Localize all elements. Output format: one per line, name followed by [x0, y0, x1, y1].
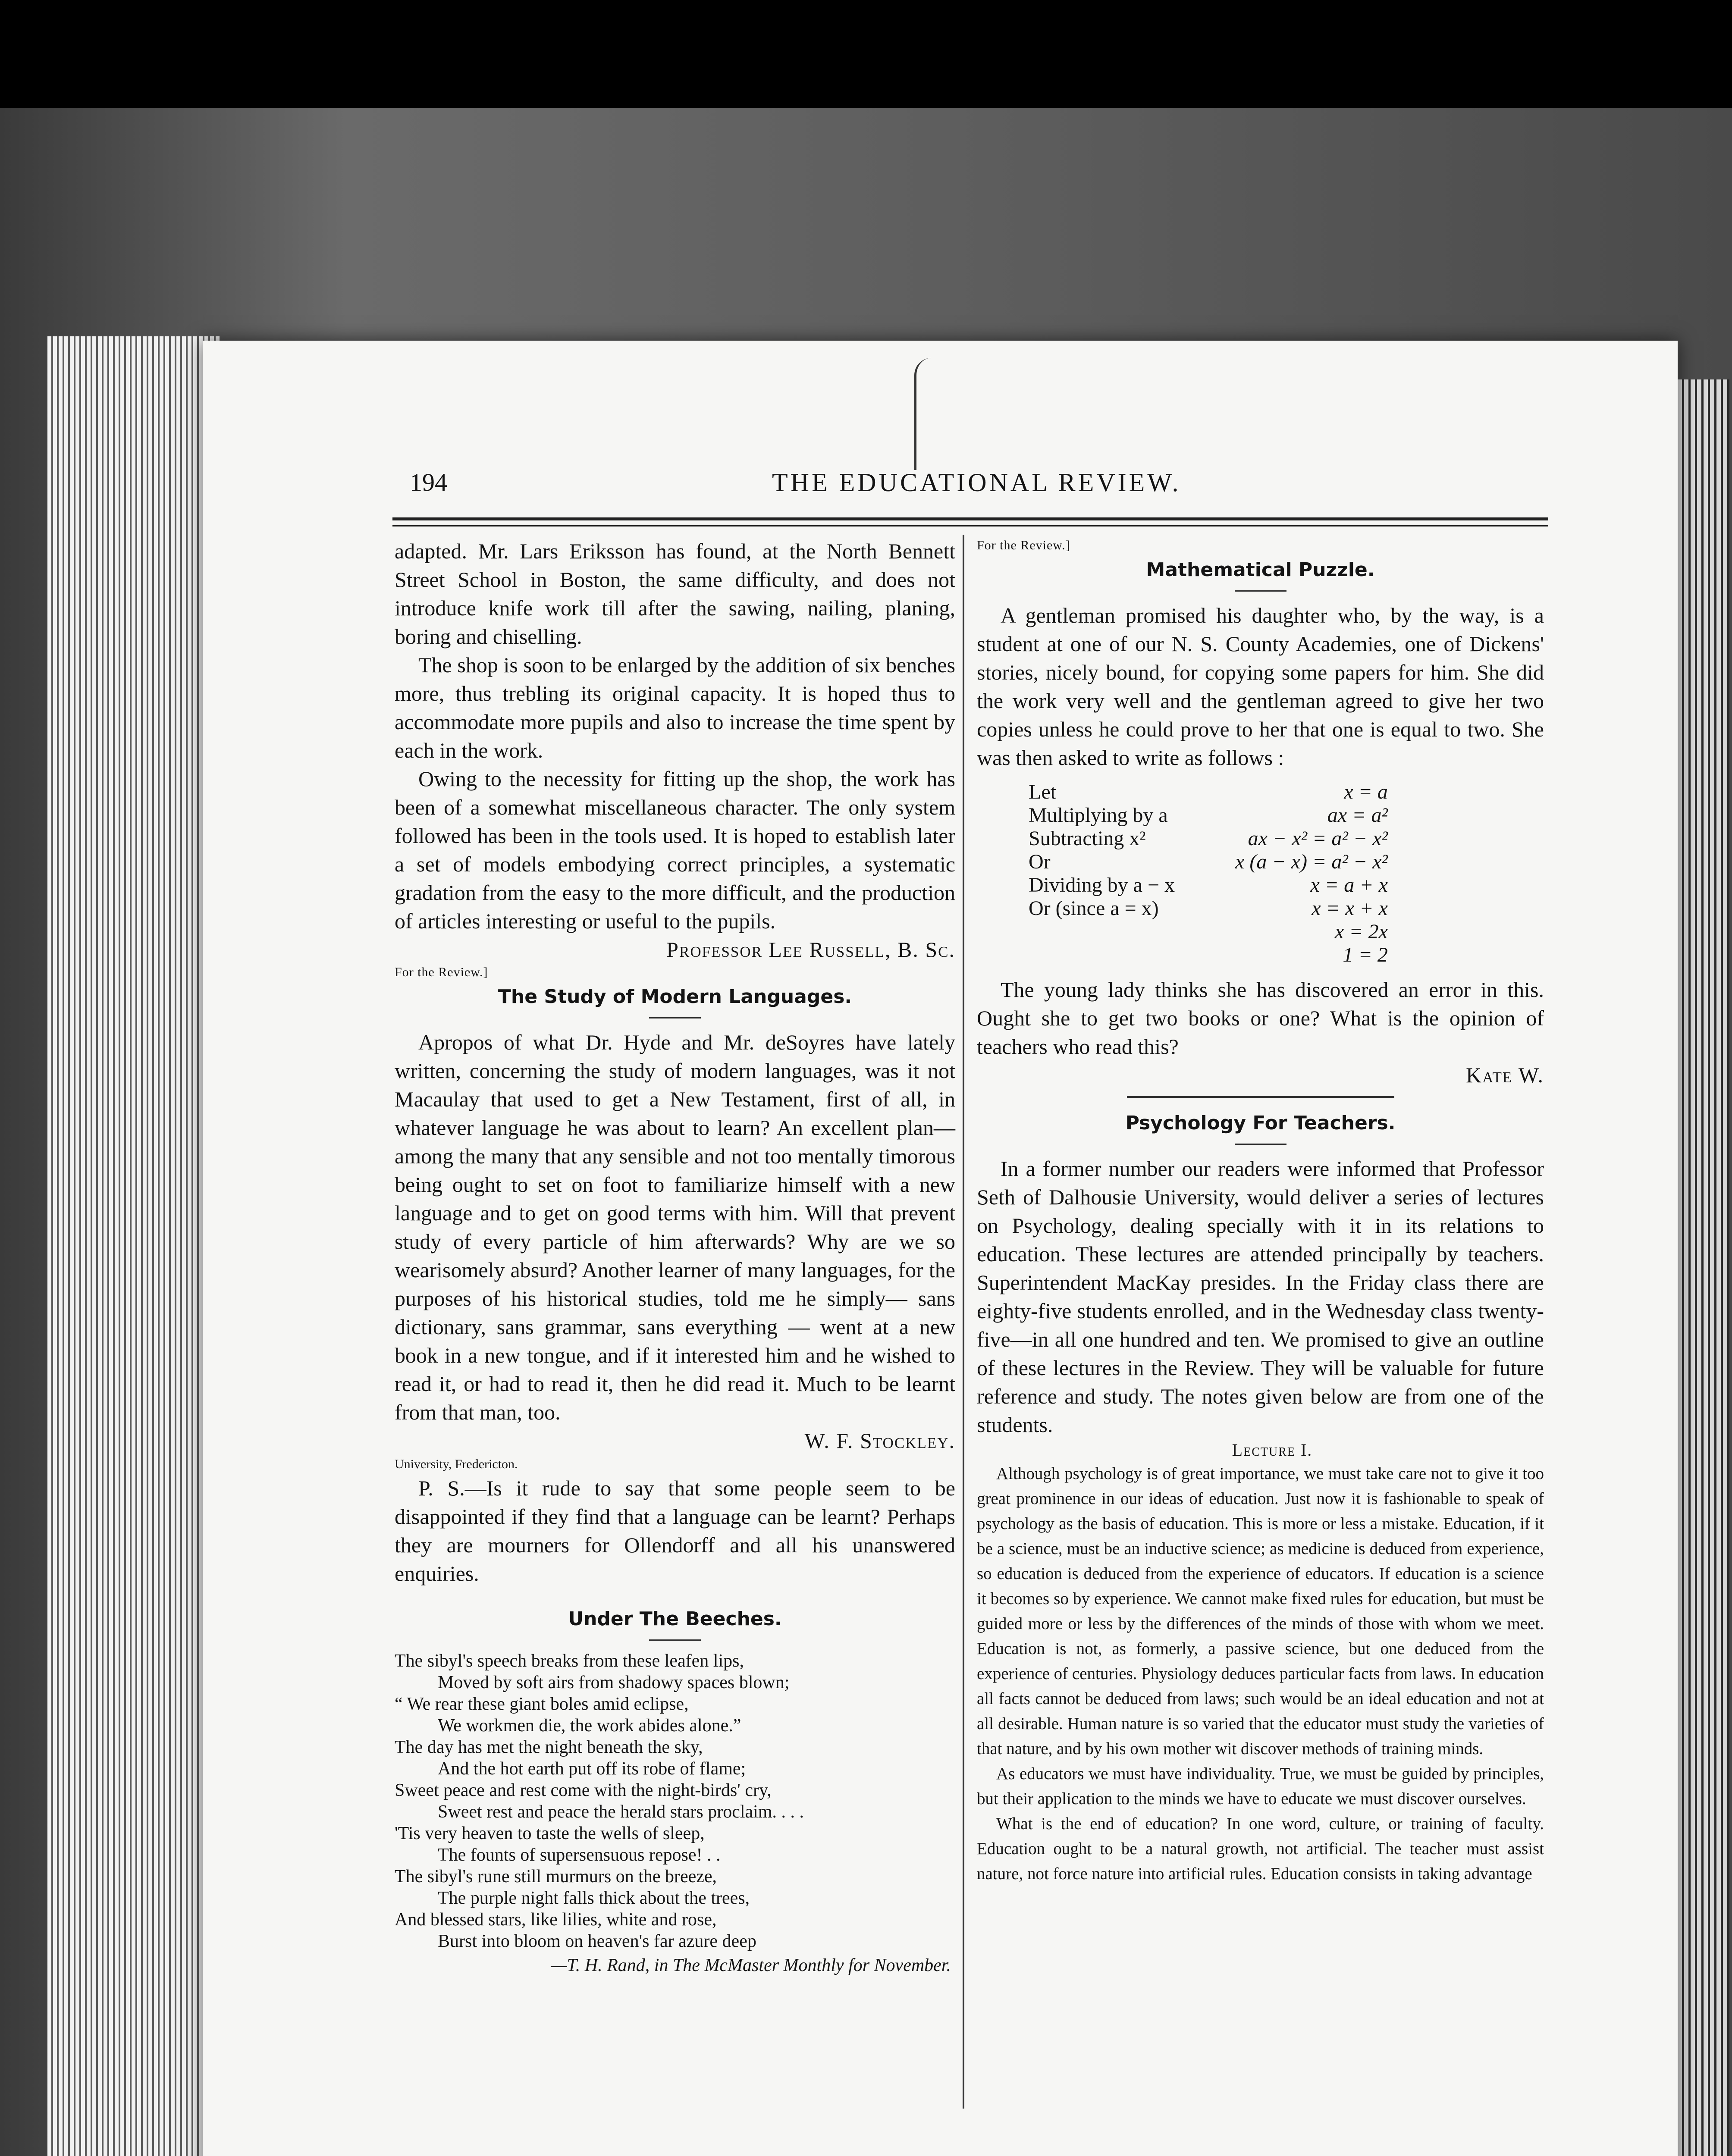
math-label	[1029, 920, 1175, 943]
book-page-edges-left	[47, 336, 220, 2156]
poem-line: And blessed stars, like lilies, white and rose,	[395, 1910, 717, 1930]
math-equation: x = x + x	[1312, 897, 1388, 920]
journal-title: THE EDUCATIONAL REVIEW.	[772, 468, 1181, 497]
poem-line: The founts of supersensuous repose! . .	[438, 1845, 721, 1865]
math-row	[1029, 874, 1388, 897]
paragraph: adapted. Mr. Lars Eriksson has found, at the North Bennett Street School in Boston, the same difficulty, and does not introduce knife work till after the sawing, nailing, planing, boring and chiselling.	[395, 539, 955, 649]
poem-line: The day has met the night beneath the sky,	[395, 1737, 703, 1757]
poem-heading: Under The Beeches.	[568, 1608, 782, 1630]
heading-rule	[649, 1639, 701, 1641]
paragraph: Apropos of what Dr. Hyde and Mr. deSoyres have lately written, concerning the study of modern languages, was it not Macaulay that used to get a New Testament, first of all, in whatever language he was about to learn? An excellent plan—among the many that any sensible and not too mentally timorous being ought to set on foot to familiarize himself with a new language and to get on good terms with him. Will that prevent study of every particle of him afterwards? Why are we so wearisomely absurd? Another learner of many languages, for the purposes of his historical studies, told me he simply— sans dictionary, sans grammar, sans everything — went at a new book in a new tongue, and if it interested him and he wished to read it, or had to read it, then he did read it. Much to be learnt from that man, too.	[395, 1030, 955, 1424]
poem-line: The sibyl's rune still murmurs on the breeze,	[395, 1867, 717, 1887]
math-label: Dividing by a − x	[1029, 874, 1175, 896]
math-row	[1029, 943, 1388, 967]
article-heading: The Study of Modern Languages.	[498, 986, 852, 1008]
poem-line: Burst into bloom on heaven's far azure deep	[438, 1931, 756, 1951]
left-column	[395, 537, 955, 1976]
ink-mark	[914, 358, 942, 470]
math-row	[1029, 804, 1388, 827]
credit-line: For the Review.]	[395, 965, 488, 979]
poem-line: “ We rear these giant boles amid eclipse,	[395, 1694, 689, 1714]
heading-rule	[649, 1017, 701, 1018]
paragraph: What is the end of education? In one word, culture, or training of faculty. Education ought to be a natural growth, not artificial. The teacher must assist nature, not force nature into artificial rules. Education consists in taking advantage	[977, 1814, 1544, 1883]
heading-rule	[1235, 590, 1286, 592]
paragraph: The young lady thinks she has discovered an error in this. Ought she to get two books or one? What is the opinion of teachers who read this?	[977, 978, 1544, 1059]
math-equation: x = a	[1344, 780, 1388, 803]
author-signature: Kate W.	[1466, 1063, 1544, 1087]
math-equation: x (a − x) = a² − x²	[1235, 850, 1388, 873]
header-rule-top	[392, 517, 1548, 520]
lecture-heading: Lecture I.	[1232, 1440, 1313, 1460]
poem-line: We workmen die, the work abides alone.”	[438, 1716, 741, 1736]
math-row	[1029, 827, 1388, 850]
math-row	[1029, 850, 1388, 874]
article-heading: Psychology For Teachers.	[1125, 1112, 1396, 1134]
math-derivation	[1029, 780, 1388, 967]
poem-line: Sweet rest and peace the herald stars proclaim. . . .	[438, 1802, 804, 1822]
poem-line: And the hot earth put off its robe of flame;	[438, 1759, 746, 1779]
paragraph: As educators we must have individuality. True, we must be guided by principles, but their application to the minds we have to educate we must discover ourselves.	[977, 1764, 1544, 1808]
heading-rule	[1235, 1144, 1286, 1145]
article-heading: Mathematical Puzzle.	[1146, 559, 1375, 581]
math-equation: x = 2x	[1334, 920, 1388, 943]
poem-line: Sweet peace and rest come with the night-birds' cry,	[395, 1780, 772, 1800]
poem-line: Moved by soft airs from shadowy spaces blown;	[438, 1673, 790, 1692]
credit-line: For the Review.]	[977, 538, 1070, 552]
header-rule-bottom	[392, 525, 1548, 526]
math-label: Multiplying by a	[1029, 804, 1168, 827]
math-equation: 1 = 2	[1343, 943, 1388, 966]
paragraph: In a former number our readers were informed that Professor Seth of Dalhousie University, would deliver a series of lectures on Psychology, dealing specially with it in its relations to education. These lectures are attended principally by teachers. Superintendent MacKay presides. In the Friday class there are eighty-five students enrolled, and in the Wednesday class twenty-five—in all one hundred and ten. We promised to give an outline of these lectures in the Review. They will be valuable for future reference and study. The notes given below are from one of the students.	[977, 1156, 1544, 1437]
math-label: Or	[1029, 850, 1051, 873]
poem-line: The purple night falls thick about the trees,	[438, 1888, 750, 1908]
right-column	[977, 537, 1544, 1887]
running-head	[410, 468, 1531, 502]
paragraph: Although psychology is of great importance, we must take care not to give it too great prominence in our ideas of education. Just now it is fashionable to speak of psychology as the basis of education. This is more or less a mistake. Education, if it be a science, must be an inductive science; as medicine is deduced from experience, so education is deduced from the experience of educators. If education is a science it becomes so by experience. We cannot make fixed rules for education, but must be guided more or less by the differences of the minds of those with whom we meet. Education is not, as formerly, a passive science, but one deduced from the experience of centuries. Physiology deduces particular facts from laws. In education all facts cannot be deduced from laws; such would be an ideal education and not at all desirable. Human nature is so varied that the educator must study the varieties of that nature, and by his own mother wit discover methods of training minds.	[977, 1464, 1544, 1758]
math-row	[1029, 897, 1388, 920]
page-number: 194	[410, 468, 447, 496]
math-label: Subtracting x²	[1029, 827, 1146, 850]
math-label	[1029, 943, 1175, 967]
author-signature: W. F. Stockley.	[804, 1429, 955, 1453]
math-equation: ax − x² = a² − x²	[1248, 827, 1388, 850]
math-equation: x = a + x	[1310, 874, 1388, 896]
poem-citation: —T. H. Rand, in The McMaster Monthly for November.	[551, 1955, 951, 1975]
math-equation: ax = a²	[1327, 804, 1388, 827]
math-row	[1029, 920, 1388, 943]
math-label: Or (since a = x)	[1029, 897, 1159, 920]
paragraph: A gentleman promised his daughter who, by the way, is a student at one of our N. S. County Academies, one of Dickens' stories, nicely bound, for copying some papers for him. She did the work very well and the gentleman agreed to give her two copies unless he could prove to her that one is equal to two. She was then asked to write as follows :	[977, 603, 1544, 770]
section-rule	[1127, 1096, 1394, 1098]
math-row	[1029, 780, 1388, 804]
author-signature: Professor Lee Russell, B. Sc.	[666, 937, 955, 962]
paragraph: P. S.—Is it rude to say that some people seem to be disappointed if they find that a language can be learnt? Perhaps they are mourners for Ollendorff and all his unanswered enquiries.	[395, 1476, 955, 1586]
paragraph: The shop is soon to be enlarged by the addition of six benches more, thus trebling its original capacity. It is hoped thus to accommodate more pupils and also to increase the time spent by each in the work.	[395, 653, 955, 762]
poem	[395, 1650, 955, 1976]
column-rule	[963, 535, 964, 2109]
paragraph: Owing to the necessity for fitting up the shop, the work has been of a somewhat miscellaneous character. The only system followed has been in the tools used. It is hoped to establish later a set of models embodying correct principles, a systematic gradation from the easy to the more difficult, and the production of articles interesting or useful to the pupils.	[395, 767, 955, 933]
place-line: University, Fredericton.	[395, 1457, 518, 1471]
poem-line: 'Tis very heaven to taste the wells of sleep,	[395, 1824, 705, 1843]
poem-line: The sibyl's speech breaks from these leafen lips,	[395, 1651, 744, 1671]
math-label: Let	[1029, 780, 1056, 803]
lecture-notes	[977, 1461, 1544, 1887]
